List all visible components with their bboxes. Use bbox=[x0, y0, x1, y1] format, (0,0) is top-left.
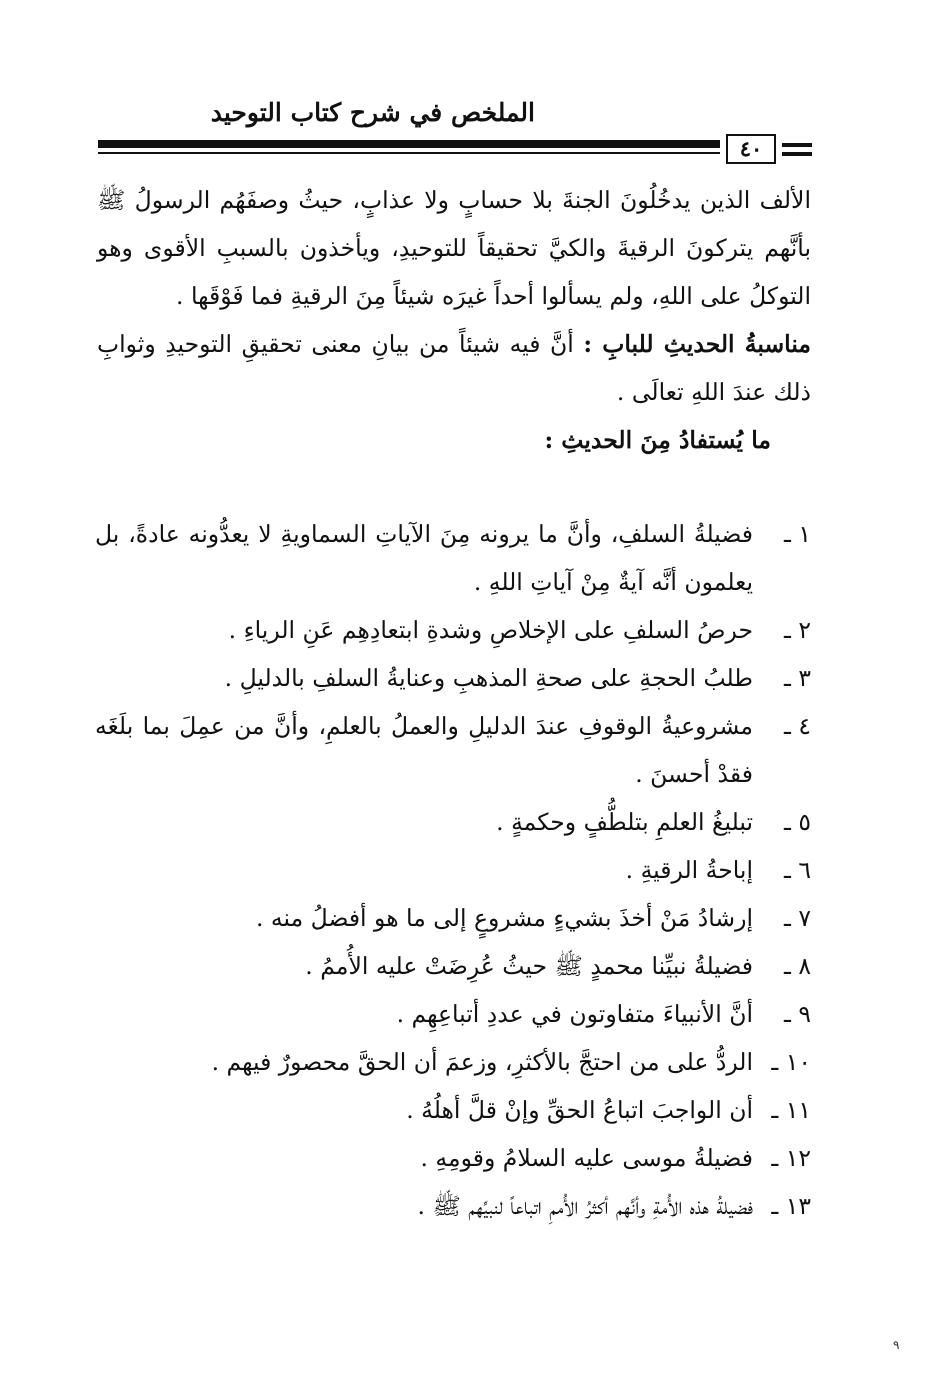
list-item bbox=[95, 846, 811, 894]
list-item bbox=[95, 1134, 811, 1182]
list-item bbox=[95, 654, 811, 702]
list-item bbox=[95, 702, 811, 798]
relevance-paragraph bbox=[97, 320, 811, 416]
body-text bbox=[97, 176, 811, 464]
corner-mark: ٩ bbox=[893, 1338, 900, 1352]
item-text: حرصُ السلفِ على الإخلاصِ وشدةِ ابتعادِهِم عَنِ الرياءِ . bbox=[228, 616, 753, 644]
item-text: فضيلةُ موسى عليه السلامُ وقومِهِ . bbox=[420, 1144, 753, 1172]
item-number: ١١ ـ bbox=[771, 1096, 811, 1124]
item-text: إباحةُ الرقيةِ . bbox=[625, 856, 753, 884]
list-item bbox=[95, 894, 811, 942]
page-number-box: ٤٠ bbox=[726, 134, 776, 164]
benefits-list bbox=[95, 510, 811, 1230]
header-rule-thin bbox=[98, 152, 720, 154]
item-number: ٢ ـ bbox=[784, 616, 811, 644]
header-rule-thick bbox=[98, 140, 720, 148]
item-text: فضيلةُ نبيِّنا محمدٍ ﷺ حيثُ عُرِضَتْ عليه الأُممُ . bbox=[305, 952, 753, 980]
item-number: ٦ ـ bbox=[784, 856, 811, 884]
list-item bbox=[95, 942, 811, 990]
list-item bbox=[95, 990, 811, 1038]
item-number: ٥ ـ bbox=[784, 808, 811, 836]
header-mark-bottom bbox=[782, 152, 812, 156]
item-number: ٤ ـ bbox=[784, 712, 811, 740]
list-item bbox=[95, 606, 811, 654]
running-header-title: الملخص في شرح كتاب التوحيد bbox=[210, 98, 535, 127]
item-number: ١ ـ bbox=[784, 520, 811, 548]
item-number: ٣ ـ bbox=[784, 664, 811, 692]
item-text: أن الواجبَ اتباعُ الحقِّ وإنْ قلَّ أهلُهُ . bbox=[406, 1096, 753, 1124]
item-text: مشروعيةُ الوقوفِ عندَ الدليلِ والعملُ بالعلمِ، وأنَّ من عمِلَ بما بلَغَه فقدْ أحسنَ . bbox=[95, 712, 753, 788]
header-mark-top bbox=[782, 143, 812, 147]
item-text: الردُّ على من احتجَّ بالأكثرِ، وزعمَ أن الحقَّ محصورٌ فيهم . bbox=[211, 1048, 753, 1076]
item-text: تبليغُ العلمِ بتلطُّفٍ وحكمةٍ . bbox=[496, 808, 753, 836]
list-item bbox=[95, 798, 811, 846]
item-number: ٧ ـ bbox=[784, 904, 811, 932]
item-number: ١٠ ـ bbox=[771, 1048, 811, 1076]
list-item bbox=[95, 1086, 811, 1134]
item-text: طلبُ الحجةِ على صحةِ المذهبِ وعنايةُ السلفِ بالدليلِ . bbox=[224, 664, 753, 692]
intro-paragraph: الألف الذين يدخُلُونَ الجنةَ بلا حسابٍ ولا عذابٍ، حيثُ وصفَهُم الرسولُ ﷺ بأنَّهم يتركونَ الرقيةَ والكيَّ تحقيقاً للتوحيدِ، ويأخذون بالسببِ الأقوى وهو التوكلُ على اللهِ، ولم يسألوا أحداً غيرَه شيئاً مِنَ الرقيةِ فما فَوْقَها . bbox=[97, 186, 811, 310]
item-text: إرشادُ مَنْ أخذَ بشيءٍ مشروعٍ إلى ما هو أفضلُ منه . bbox=[255, 904, 753, 932]
item-text: أنَّ الأنبياءَ متفاوتون في عددِ أتباعِهِم . bbox=[396, 1000, 753, 1028]
benefits-heading: ما يُستفادُ مِنَ الحديثِ : bbox=[544, 426, 771, 454]
relevance-lead: مناسبةُ الحديثِ للبابِ : bbox=[583, 330, 811, 358]
relevance-text: أنَّ فيه شيئاً من بيانِ معنى تحقيقِ التوحيدِ وثوابِ ذلك عندَ اللهِ تعالَى . bbox=[97, 330, 811, 406]
list-item bbox=[95, 1182, 811, 1230]
item-number: ١٣ ـ bbox=[771, 1192, 811, 1220]
item-text: فضيلةُ السلفِ، وأنَّ ما يرونه مِنَ الآياتِ السماويةِ لا يعدُّونه عادةً، بل يعلمون أنَّه آيةٌ مِنْ آياتِ اللهِ . bbox=[95, 520, 753, 596]
list-item bbox=[95, 510, 811, 606]
item-number: ٩ ـ bbox=[784, 1000, 811, 1028]
item-number: ٨ ـ bbox=[784, 952, 811, 980]
list-item bbox=[95, 1038, 811, 1086]
item-text: فضيلةُ هذه الأُمةِ وأنَّهم أكثرُ الأُممِ اتباعاً لنبيِّهم ﷺ . bbox=[417, 1192, 753, 1220]
item-number: ١٢ ـ bbox=[771, 1144, 811, 1172]
